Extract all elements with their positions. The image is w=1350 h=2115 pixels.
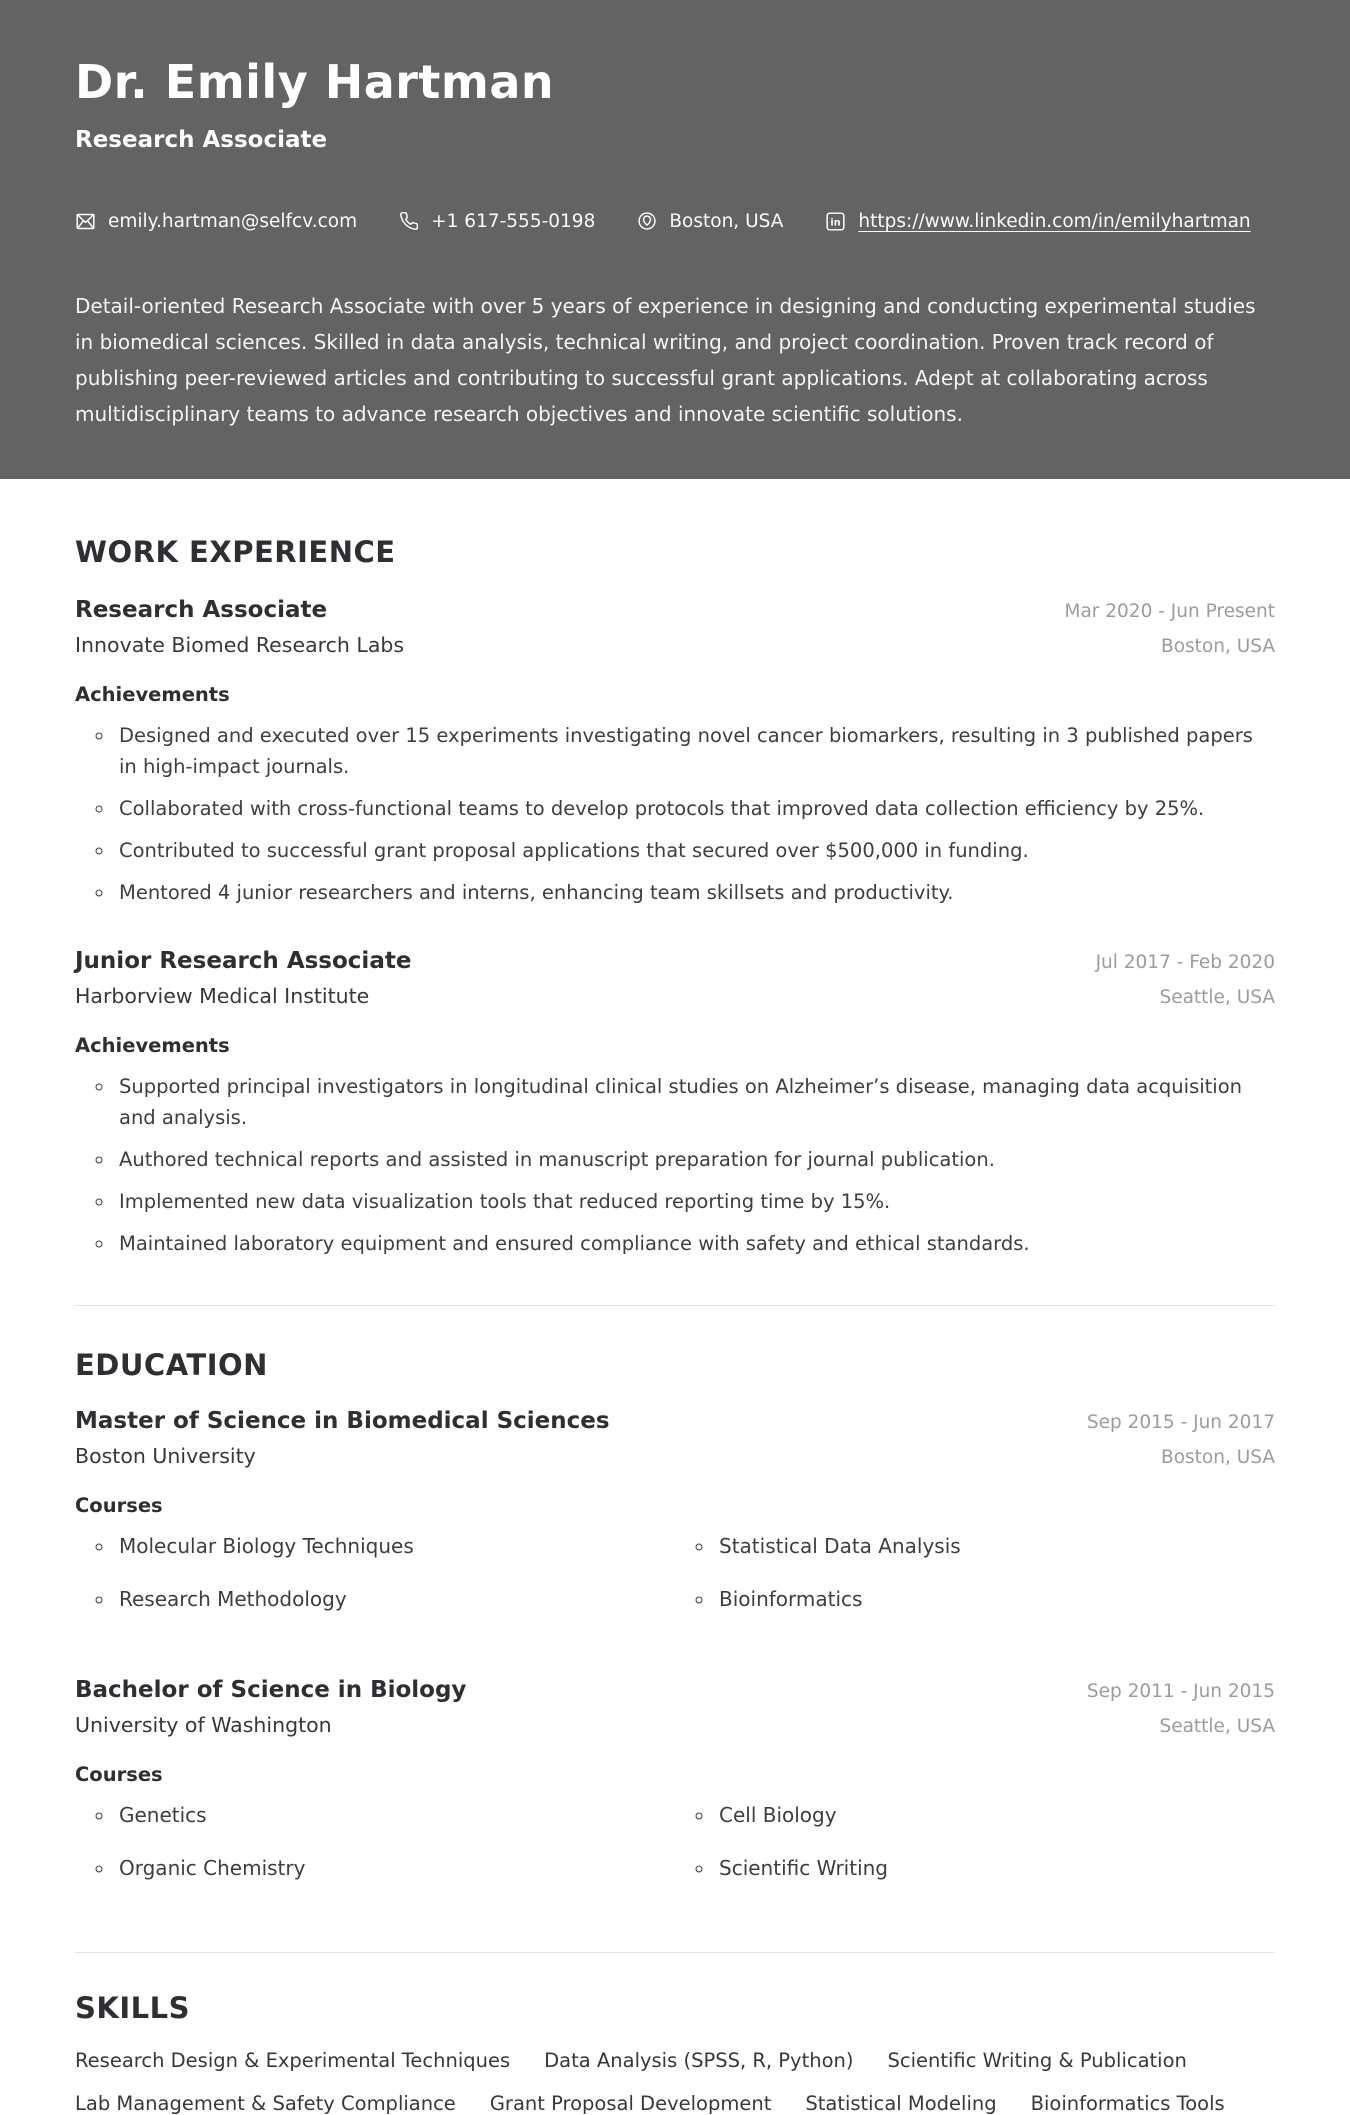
section-divider [75, 1952, 1275, 1953]
entry-location: Seattle, USA [1159, 987, 1275, 1008]
achievement-item: ◦ Collaborated with cross-functional teams to develop protocols that improved data collection efficiency by 25%. [115, 793, 1275, 824]
entry-location: Seattle, USA [1159, 1716, 1275, 1737]
jobs-container [75, 597, 1275, 1259]
courses-column [75, 1531, 675, 1637]
section-divider [75, 1305, 1275, 1306]
profile-summary: Detail-oriented Research Associate with over 5 years of experience in designing and conducting experimental studies in biomedical sciences. Skilled in data analysis, technical writing, and project coordination. Proven track record of publishing peer-reviewed articles and contributing to successful grant applications. Adept at collaborating across multidisciplinary teams to advance research objectives and innovate scientific solutions. [75, 293, 1256, 426]
svg-text:in: in [830, 217, 841, 229]
courses-column [675, 1531, 1275, 1637]
course-item: ◦ Scientific Writing [715, 1853, 1275, 1884]
course-item: ◦ Bioinformatics [715, 1584, 1275, 1615]
skill-item: Research Design & Experimental Techniques [75, 2049, 511, 2072]
achievement-item: ◦ Supported principal investigators in longitudinal clinical studies on Alzheimer’s disease, managing data acquisition and analysis. [115, 1071, 1275, 1133]
location-icon [637, 211, 657, 231]
skill-item: Scientific Writing & Publication [887, 2049, 1187, 2072]
education-entry [75, 1677, 1275, 1906]
course-item: ◦ Statistical Data Analysis [715, 1531, 1275, 1562]
education-section [75, 1348, 1275, 1906]
achievements-label: Achievements [75, 1034, 230, 1057]
courses-column [75, 1800, 675, 1906]
achievement-item: ◦ Mentored 4 junior researchers and interns, enhancing team skillsets and productivity. [115, 877, 1275, 908]
course-item: ◦ Research Methodology [115, 1584, 675, 1615]
contact-text: Boston, USA [669, 210, 784, 232]
contact-item [637, 211, 783, 232]
achievement-item: ◦ Authored technical reports and assisted in manuscript preparation for journal publication. [115, 1144, 1275, 1175]
work-experience-entry [75, 597, 1275, 908]
entry-title: Master of Science in Biomedical Sciences [75, 1408, 610, 1434]
achievement-item: ◦ Implemented new data visualization tools that reduced reporting time by 15%. [115, 1186, 1275, 1217]
phone-icon [399, 211, 419, 231]
contact-item [399, 211, 595, 232]
resume-header [0, 0, 1350, 479]
achievement-item: ◦ Designed and executed over 15 experiments investigating novel cancer biomarkers, resulting in 3 published papers in high-impact journals. [115, 720, 1275, 782]
achievements-label: Achievements [75, 683, 230, 706]
contact-row [75, 211, 1275, 232]
person-job-title: Research Associate [75, 126, 328, 153]
courses-label: Courses [75, 1763, 163, 1786]
skill-item: Data Analysis (SPSS, R, Python) [544, 2049, 854, 2072]
contact-item [75, 211, 357, 232]
skill-item: Grant Proposal Development [489, 2092, 772, 2115]
work-experience-entry [75, 948, 1275, 1259]
work-experience-heading: WORK EXPERIENCE [75, 535, 396, 569]
skills-section [75, 1991, 1275, 2115]
skills-list [75, 2049, 1275, 2115]
linkedin-link[interactable]: https://www.linkedin.com/in/emilyhartman [858, 210, 1251, 232]
entry-dates: Mar 2020 - Jun Present [1064, 601, 1275, 622]
skills-heading: SKILLS [75, 1991, 190, 2025]
education-heading: EDUCATION [75, 1348, 268, 1382]
skill-item: Bioinformatics Tools [1030, 2092, 1225, 2115]
entry-organization: Boston University [75, 1444, 256, 1468]
contact-text: +1 617-555-0198 [431, 210, 596, 232]
entry-dates: Sep 2011 - Jun 2015 [1086, 1681, 1275, 1702]
degrees-container [75, 1408, 1275, 1906]
course-item: ◦ Molecular Biology Techniques [115, 1531, 675, 1562]
entry-title: Junior Research Associate [75, 948, 412, 974]
achievements-list [75, 720, 1275, 908]
education-entry [75, 1408, 1275, 1637]
work-experience-section [75, 535, 1275, 1259]
achievement-item: ◦ Maintained laboratory equipment and ensured compliance with safety and ethical standards. [115, 1228, 1275, 1259]
linkedin-icon [825, 211, 846, 232]
contact-item [825, 211, 1250, 232]
course-item: ◦ Organic Chemistry [115, 1853, 675, 1884]
entry-organization: Innovate Biomed Research Labs [75, 633, 405, 657]
person-name: Dr. Emily Hartman [75, 55, 555, 109]
courses-grid [75, 1800, 1275, 1906]
skill-item: Statistical Modeling [805, 2092, 997, 2115]
email-icon [75, 211, 96, 232]
entry-dates: Jul 2017 - Feb 2020 [1095, 952, 1275, 973]
achievement-item: ◦ Contributed to successful grant proposal applications that secured over $500,000 in funding. [115, 835, 1275, 866]
courses-column [675, 1800, 1275, 1906]
achievements-list [75, 1071, 1275, 1259]
entry-organization: Harborview Medical Institute [75, 984, 370, 1008]
resume-body [0, 535, 1350, 2115]
skill-item: Lab Management & Safety Compliance [75, 2092, 456, 2115]
course-item: ◦ Cell Biology [715, 1800, 1275, 1831]
course-item: ◦ Genetics [115, 1800, 675, 1831]
entry-title: Research Associate [75, 597, 328, 623]
entry-location: Boston, USA [1161, 1447, 1275, 1468]
entry-title: Bachelor of Science in Biology [75, 1677, 467, 1703]
entry-dates: Sep 2015 - Jun 2017 [1086, 1412, 1275, 1433]
entry-location: Boston, USA [1161, 636, 1275, 657]
courses-grid [75, 1531, 1275, 1637]
entry-organization: University of Washington [75, 1713, 332, 1737]
contact-text: emily.hartman@selfcv.com [108, 210, 358, 232]
courses-label: Courses [75, 1494, 163, 1517]
